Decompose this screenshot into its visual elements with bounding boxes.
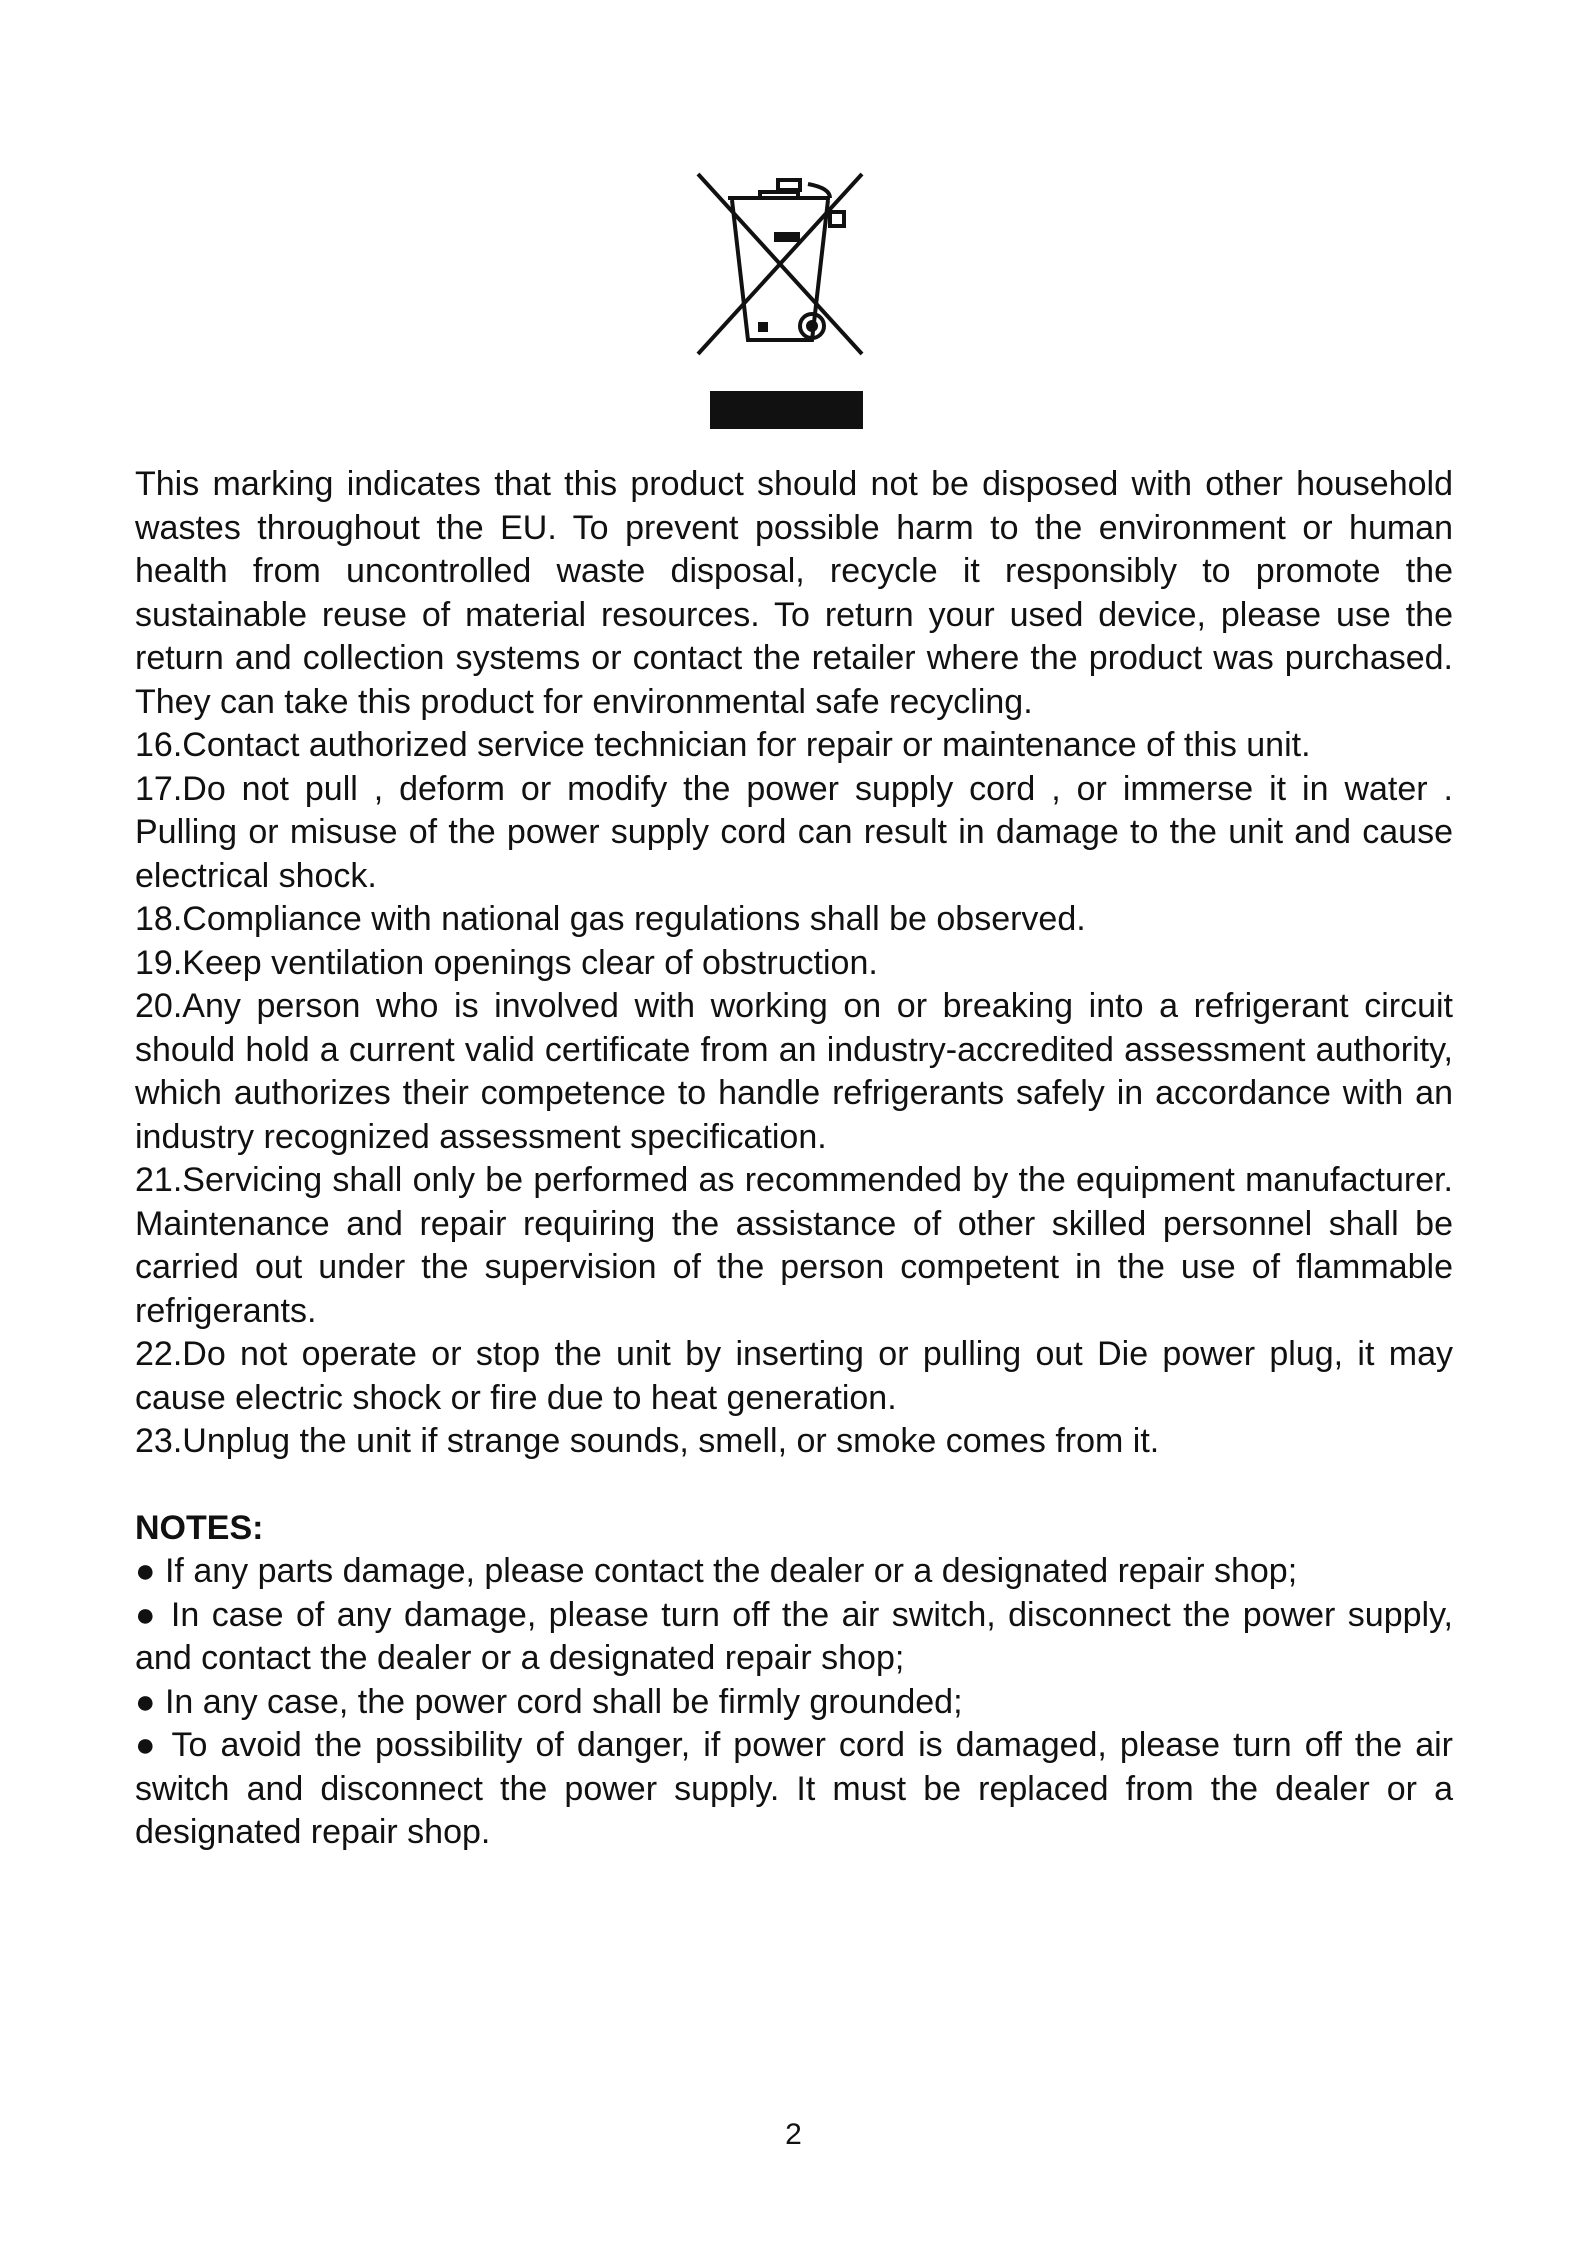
item-22: 22.Do not operate or stop the unit by inserting or pulling out Die power plug, it may cause electric shock or fire due to heat generation. [135, 1335, 1453, 1417]
weee-underline-bar [710, 391, 863, 429]
item-20: 20.Any person who is involved with working on or breaking into a refrigerant circuit should hold a current valid certificate from an industry-accredited assessment authority, which authorizes their competence to handle refrigerants safely in accordance with an industry recognized assessment specification. [135, 987, 1453, 1156]
note-item: ● If any parts damage, please contact the dealer or a designated repair shop; [135, 1552, 1298, 1590]
note-item: ● To avoid the possibility of danger, if power cord is damaged, please turn off the air switch and disconnect the power supply. It must be replaced from the dealer or a designated repair shop. [135, 1726, 1453, 1851]
item-21: 21.Servicing shall only be performed as recommended by the equipment manufacturer. Maintenance and repair requiring the assistance of other skilled personnel shall be carried out under the supervision of the person competent in the use of flammable refrigerants. [135, 1161, 1453, 1330]
weee-paragraph: This marking indicates that this product should not be disposed with other household wastes throughout the EU. To prevent possible harm to the environment or human health from uncontrolled waste disposal, recycle it responsibly to promote the sustainable reuse of material resources. To return your used device, please use the return and collection systems or contact the retailer where the product was purchased. They can take this product for environmental safe recycling. [135, 465, 1453, 721]
note-item: ● In case of any damage, please turn off the air switch, disconnect the power supply, and contact the dealer or a designated repair shop; [135, 1595, 1453, 1677]
item-18: 18.Compliance with national gas regulations shall be observed. [135, 900, 1086, 938]
item-23: 23.Unplug the unit if strange sounds, smell, or smoke comes from it. [135, 1422, 1160, 1460]
item-17: 17.Do not pull , deform or modify the power supply cord , or immerse it in water . Pulling or misuse of the power supply cord can result in damage to the unit and cause electrical shock. [135, 769, 1453, 895]
document-body [135, 463, 1453, 1855]
item-19: 19.Keep ventilation openings clear of obstruction. [135, 943, 878, 982]
weee-crossed-bin-icon [690, 170, 870, 370]
item-16: 16.Contact authorized service technician for repair or maintenance of this unit. [135, 726, 1311, 764]
notes-heading: NOTES: [135, 1508, 264, 1547]
note-item: ● In any case, the power cord shall be firmly grounded; [135, 1682, 963, 1721]
page-number: 2 [785, 2118, 802, 2151]
